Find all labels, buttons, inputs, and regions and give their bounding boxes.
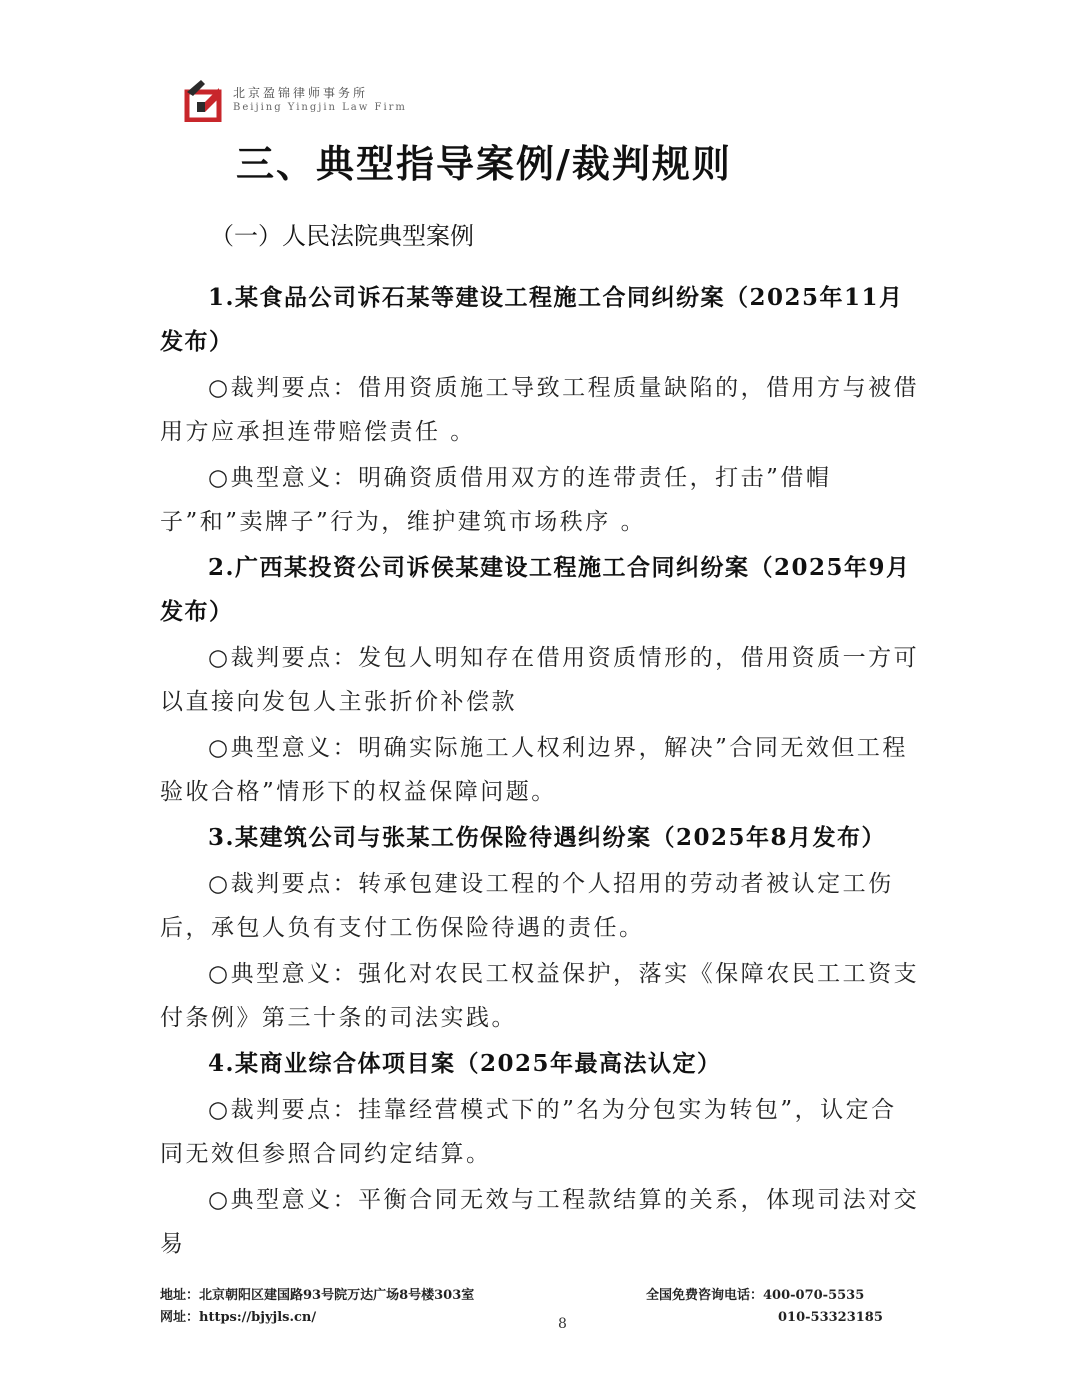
significance: ○典型意义：平衡合同无效与工程款结算的关系，体现司法对交易 [160, 1187, 920, 1257]
page-title: 三、典型指导案例/裁判规则 [236, 142, 732, 186]
page-number: 8 [558, 1316, 567, 1332]
firm-name-cn: 北京盈锦律师事务所 [233, 86, 369, 100]
case-title: 1.某食品公司诉石某等建设工程施工合同纠纷案（2025年11月发布） [160, 284, 904, 355]
case-list [160, 276, 920, 1266]
significance: ○典型意义：明确实际施工人权利边界，解决”合同无效但工程验收合格”情形下的权益保障问题。 [160, 735, 908, 805]
ruling-point: ○裁判要点：挂靠经营模式下的”名为分包实为转包”，认定合同无效但参照合同约定结算。 [160, 1097, 897, 1167]
page-header [183, 78, 407, 122]
significance: ○典型意义：明确资质借用双方的连带责任，打击”借帽子”和”卖牌子”行为，维护建筑市场秩序 。 [160, 465, 832, 535]
case-title: 3.某建筑公司与张某工伤保险待遇纠纷案（2025年8月发布） [208, 824, 887, 851]
significance: ○典型意义：强化对农民工权益保护，落实《保障农民工工资支付条例》第三十条的司法实践。 [160, 961, 920, 1031]
case-title: 2.广西某投资公司诉侯某建设工程施工合同纠纷案（2025年9月发布） [160, 554, 911, 625]
ruling-point: ○裁判要点：发包人明知存在借用资质情形的，借用资质一方可以直接向发包人主张折价补偿款 [160, 645, 920, 715]
case-title: 4.某商业综合体项目案（2025年最高法认定） [208, 1050, 722, 1077]
footer-hotline: 全国免费咨询电话：400-070-5535 [646, 1288, 865, 1303]
footer-website[interactable]: 网址：https://bjyjls.cn/ [160, 1310, 317, 1325]
ruling-point: ○裁判要点：借用资质施工导致工程质量缺陷的，借用方与被借用方应承担连带赔偿责任 。 [160, 375, 920, 445]
footer-phone: 010-53323185 [778, 1310, 883, 1325]
section-heading: （一）人民法院典型案例 [210, 222, 474, 250]
ruling-point: ○裁判要点：转承包建设工程的个人招用的劳动者被认定工伤后，承包人负有支付工伤保险待遇的责任。 [160, 871, 894, 941]
firm-name-en: Beijing Yingjin Law Firm [233, 102, 407, 113]
law-firm-logo-icon [183, 78, 223, 122]
footer-address: 地址：北京朝阳区建国路93号院万达广场8号楼303室 [160, 1288, 475, 1303]
